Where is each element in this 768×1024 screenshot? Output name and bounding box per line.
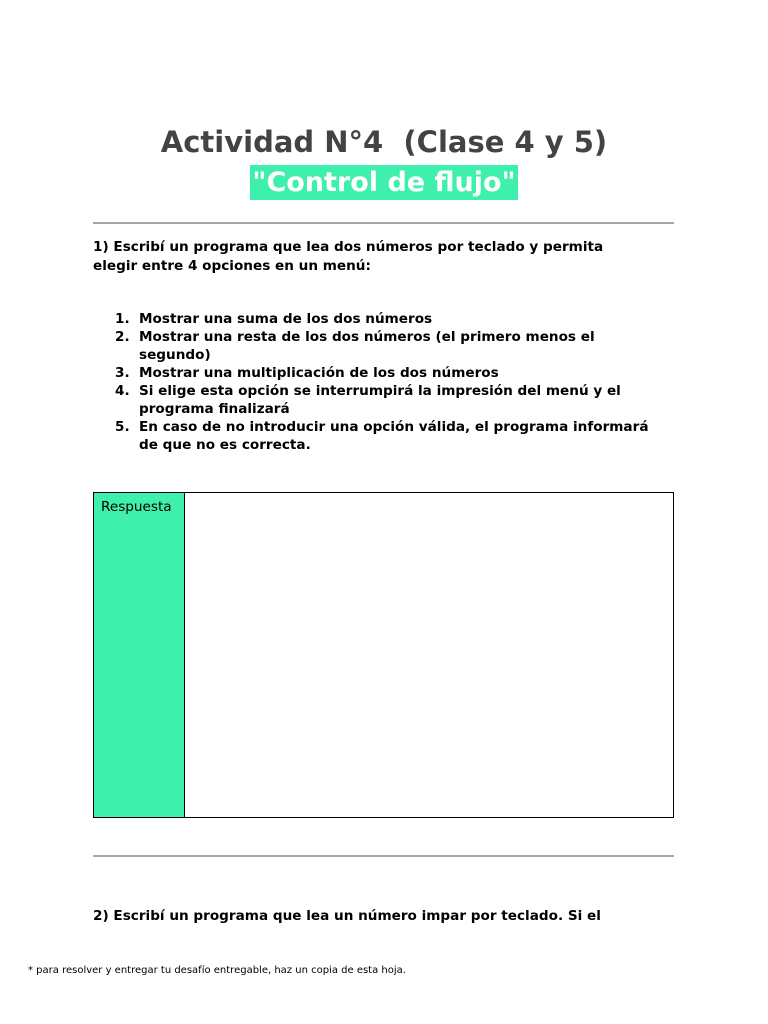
option-number: 5. [115,419,130,435]
footnote: * para resolver y entregar tu desafío entregable, haz un copia de esta hoja. [28,965,406,976]
question-2-line-1: 2) Escribí un programa que lea un número impar por teclado. Si el [93,908,601,924]
question-2 [93,907,683,926]
question-1 [93,238,683,275]
option-number: 1. [115,311,130,327]
answer-label-cell [94,493,185,817]
option-number: 2. [115,329,130,345]
option-item-1 [93,310,683,328]
divider-bottom [93,855,674,857]
question-1-line-1: 1) Escribí un programa que lea dos números por teclado y permita [93,239,604,255]
divider-top [93,222,674,224]
option-item-5 [93,418,683,454]
answer-field[interactable] [185,493,673,817]
option-text-continued: programa finalizará [139,401,290,417]
option-text: En caso de no introducir una opción válida, el programa informará [139,419,649,435]
page-subtitle: "Control de flujo" [252,167,516,198]
subtitle-container [0,165,768,200]
answer-table [93,492,674,818]
option-item-2 [93,328,683,364]
option-text: Mostrar una suma de los dos números [139,311,433,327]
option-text: Si elige esta opción se interrumpirá la impresión del menú y el [139,383,621,399]
option-item-4 [93,382,683,418]
options-list [93,310,683,454]
option-text-continued: segundo) [139,347,211,363]
option-text: Mostrar una resta de los dos números (el primero menos el [139,329,595,345]
option-text: Mostrar una multiplicación de los dos números [139,365,499,381]
answer-label: Respuesta [101,499,172,515]
page-title: Actividad N°4 (Clase 4 y 5) [160,125,608,159]
option-number: 3. [115,365,130,381]
option-number: 4. [115,383,130,399]
option-item-3 [93,364,683,382]
question-1-line-2: elegir entre 4 opciones en un menú: [93,257,371,274]
option-text-continued: de que no es correcta. [139,437,311,453]
